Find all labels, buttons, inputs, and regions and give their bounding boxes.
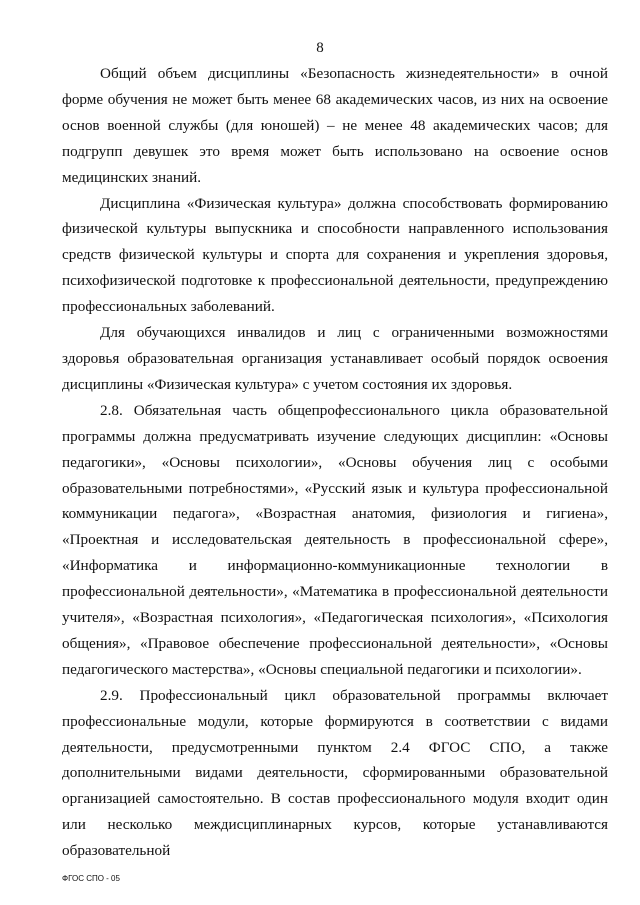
- paragraph-physical-culture: Дисциплина «Физическая культура» должна способствовать формированию физической культуры выпускника и способности направленного использования средств физической культуры и спорта для сохранения и укрепления здоровья, психофизической подготовке к профессиональной деятельности, предупреждению профессиональных заболеваний.: [62, 194, 608, 316]
- footer-label: ФГОС СПО - 05: [62, 874, 120, 883]
- document-body: [62, 61, 608, 864]
- page-number: 8: [316, 40, 324, 56]
- paragraph-2-8: 2.8. Обязательная часть общепрофессионального цикла образовательной программы должна предусматривать изучение следующих дисциплин: «Основы педагогики», «Основы психологии», «Основы обучения лиц с особыми образовательными потребностями», «Русский язык и культура профессиональной коммуникации педагога», «Возрастная анатомия, физиология и гигиена», «Проектная и исследовательская деятельность в профессиональной сфере», «Информатика и информационно-коммуникационные технологии в профессиональной деятельности», «Математика в профессиональной деятельности учителя», «Возрастная психология», «Педагогическая психология», «Психология общения», «Правовое обеспечение профессиональной деятельности», «Основы педагогического мастерства», «Основы специальной педагогики и психологии».: [62, 401, 608, 678]
- paragraph-disabled-students: Для обучающихся инвалидов и лиц с ограниченными возможностями здоровья образовательная организация устанавливает особый порядок освоения дисциплины «Физическая культура» с учетом состояния их здоровья.: [62, 324, 608, 393]
- paragraph-2-9: 2.9. Профессиональный цикл образовательной программы включает профессиональные модули, которые формируются в соответствии с видами деятельности, предусмотренными пунктом 2.4 ФГОС СПО, а также дополнительными видами деятельности, сформированными образовательной организацией самостоятельно. В состав профессионального модуля входит один или несколько междисциплинарных курсов, которые устанавливаются образовательной: [62, 686, 608, 860]
- paragraph-bzhd-hours: Общий объем дисциплины «Безопасность жизнедеятельности» в очной форме обучения не может быть менее 68 академических часов, из них на освоение основ военной службы (для юношей) – не менее 48 академических часов; для подгрупп девушек это время может быть использовано на освоение основ медицинских знаний.: [62, 65, 608, 186]
